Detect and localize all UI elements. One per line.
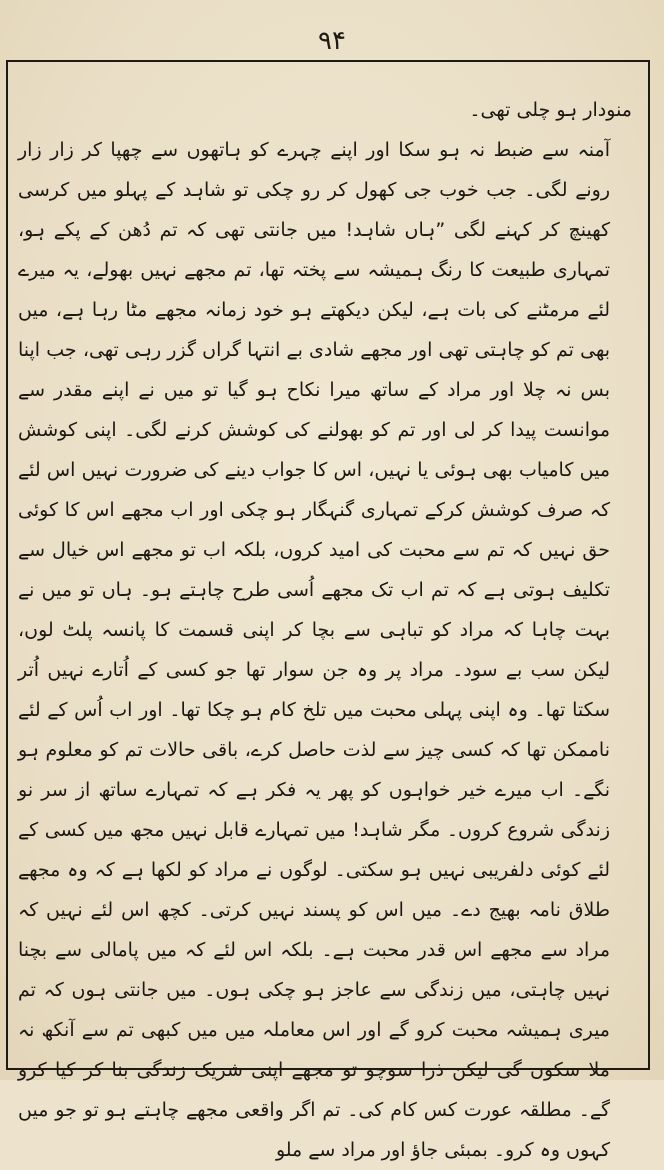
main-paragraph: آمنہ سے ضبط نہ ہو سکا اور اپنے چہرے کو ہاتھوں سے چھپا کر زار زار رونے لگی۔ جب خوب جی کھول کر رو چکی تو شاہد کے پہلو میں کرسی کھینچ کر کہنے لگی ”ہاں شاہد! میں جانتی تھی کہ تم دُھن کے پکے ہو، تمہاری طبیعت کا رنگ ہمیشہ سے پختہ تھا، تم مجھے نہیں بھولے، یہ میرے لئے مرمٹنے کی بات ہے، لیکن دیکھتے ہو خود زمانہ مجھے مٹا رہا ہے، میں بھی تم کو چاہتی تھی اور مجھے شادی بے انتہا گراں گزر رہی تھی، جب اپنا بس نہ چلا اور مراد کے ساتھ میرا نکاح ہو گیا تو میں نے اپنے مقدر سے موانست پیدا کر لی اور تم کو بھولنے کی کوشش کرنے لگی۔ اپنی کوشش میں کامیاب بھی ہوئی یا نہیں، اس کا جواب دینے کی ضرورت نہیں اس لئے کہ صرف کوشش کرکے تمہاری گنہگار ہو چکی اور اب مجھے اس کا کوئی حق نہیں کہ تم سے محبت کی امید کروں، بلکہ اب تو مجھے اس خیال سے تکلیف ہوتی ہے کہ تم اب تک مجھے اُسی طرح چاہتے ہو۔ ہاں تو میں نے بہت چاہا کہ مراد کو تباہی سے بچا کر اپنی قسمت کا پانسہ پلٹ لوں، لیکن سب بے سود۔ مراد پر وہ جن سوار تھا جو کسی کے اُتارے نہیں اُتر سکتا تھا۔ وہ اپنی پہلی محبت میں تلخ کام ہو چکا تھا۔ اور اب اُس کے لئے ناممکن تھا کہ کسی چیز سے لذت حاصل کرے، باقی حالات تم کو معلوم ہو نگے۔ اب میرے خیر خواہوں کو پھر یہ فکر ہے کہ تمہارے ساتھ از سر نو زندگی شروع کروں۔ مگر شاہد! میں تمہارے قابل نہیں مجھ میں کسی کے لئے کوئی دلفریبی نہیں ہو سکتی۔ لوگوں نے مراد کو لکھا ہے کہ وہ مجھے طلاق نامہ بھیج دے۔ میں اس کو پسند نہیں کرتی۔ کچھ اس لئے نہیں کہ مراد سے مجھے اس قدر محبت ہے۔ بلکہ اس لئے کہ میں پامالی سے بچنا نہیں چاہتی، میں زندگی سے عاجز ہو چکی ہوں۔ میں جانتی ہوں کہ تم میری ہمیشہ محبت کرو گے اور اس معاملہ میں میں کبھی تم سے آنکھ نہ ملا سکوں گی لیکن ذرا سوچو تو مجھے اپنی شریک زندگی بنا کر کیا کرو گے۔ مطلقہ عورت کس کام کی۔ تم اگر واقعی مجھے چاہتے ہو تو جو میں کہوں وہ کرو۔ بمبئی جاؤ اور مراد سے ملو [18, 139, 610, 1161]
page-number: ۹۴ [318, 26, 346, 56]
opening-line: منودار ہو چلی تھی۔ [469, 99, 632, 121]
text-frame [6, 60, 650, 1161]
page-body-text [18, 90, 632, 1170]
